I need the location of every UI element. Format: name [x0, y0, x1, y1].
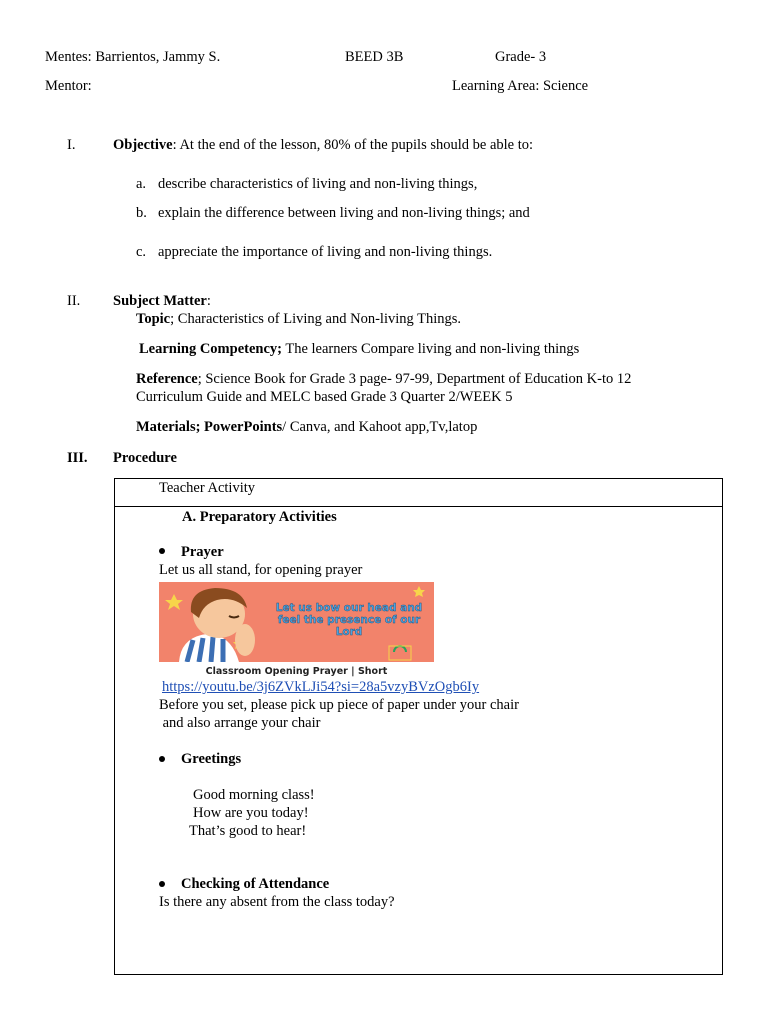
- objective-line: [113, 136, 533, 154]
- subject-matter-colon: :: [206, 293, 211, 309]
- objective-item-letter: a.: [136, 176, 147, 192]
- bullet-icon: [159, 881, 165, 887]
- competency-line: [139, 340, 579, 358]
- preparatory-activities-heading: A. Preparatory Activities: [182, 509, 337, 525]
- attendance-question: Is there any absent from the class today?: [159, 894, 395, 910]
- objective-numeral: I.: [67, 137, 76, 153]
- materials-text: / Canva, and Kahoot app,Tv,latop: [282, 419, 478, 435]
- objective-item-letter: b.: [136, 205, 147, 221]
- competency-text: The learners Compare living and non-living things: [281, 341, 580, 357]
- attendance-title: Checking of Attendance: [181, 876, 330, 892]
- learning-area-label: Learning Area: Science: [452, 78, 589, 94]
- prayer-video-link[interactable]: https://youtu.be/3j6ZVkLJi54?si=28a5vzyBVzOgb6Iy: [162, 679, 480, 695]
- objective-label: Objective: [113, 137, 173, 153]
- objective-item: appreciate the importance of living and non-living things.: [158, 244, 493, 260]
- subject-matter-label: Subject Matter: [113, 293, 207, 309]
- prayer-title: Prayer: [181, 544, 224, 560]
- thumbnail-text: Let us bow our head and feel the presence of our Lord: [275, 602, 423, 638]
- prayer-video-thumbnail[interactable]: [159, 582, 434, 678]
- materials-line: [136, 418, 477, 436]
- reference-text: ; Science Book for Grade 3 page- 97-99, Department of Education K-to 12: [197, 371, 632, 387]
- competency-label: Learning Competency;: [139, 341, 282, 357]
- objective-item: describe characteristics of living and non-living things,: [158, 176, 478, 192]
- grade-label: Grade- 3: [495, 49, 547, 65]
- subject-matter-numeral: II.: [67, 293, 81, 309]
- topic-text: ; Characteristics of Living and Non-living Things.: [170, 311, 462, 327]
- topic-line: [136, 310, 461, 328]
- reference-label: Reference: [136, 371, 198, 387]
- bullet-icon: [159, 756, 165, 762]
- teacher-activity-header: Teacher Activity: [159, 480, 256, 496]
- prayer-after-line-2: and also arrange your chair: [159, 715, 321, 731]
- prayer-instruction: Let us all stand, for opening prayer: [159, 562, 363, 578]
- topic-label: Topic: [136, 311, 171, 327]
- thumbnail-caption: Classroom Opening Prayer | Short: [205, 666, 388, 677]
- materials-label: Materials; PowerPoints: [136, 419, 283, 435]
- reference-line: [136, 370, 631, 388]
- prayer-after-line-1: Before you set, please pick up piece of paper under your chair: [159, 697, 519, 713]
- reference-line-2: Curriculum Guide and MELC based Grade 3 Quarter 2/WEEK 5: [136, 389, 513, 405]
- table-header-divider: [115, 506, 722, 507]
- procedure-label: Procedure: [113, 450, 177, 466]
- greetings-title: Greetings: [181, 751, 242, 767]
- greeting-line: Good morning class!: [193, 787, 315, 803]
- mentor-label: Mentor:: [45, 78, 92, 94]
- objective-text: : At the end of the lesson, 80% of the pupils should be able to:: [172, 137, 534, 153]
- objective-item-letter: c.: [136, 244, 147, 260]
- procedure-numeral: III.: [67, 450, 88, 466]
- bullet-icon: [159, 548, 165, 554]
- section-label: BEED 3B: [345, 49, 404, 65]
- greeting-line: That’s good to hear!: [189, 823, 307, 839]
- subject-matter-heading: [113, 292, 211, 310]
- mentee-name: Mentes: Barrientos, Jammy S.: [45, 49, 221, 65]
- greeting-line: How are you today!: [193, 805, 309, 821]
- objective-item: explain the difference between living and non-living things; and: [158, 205, 530, 221]
